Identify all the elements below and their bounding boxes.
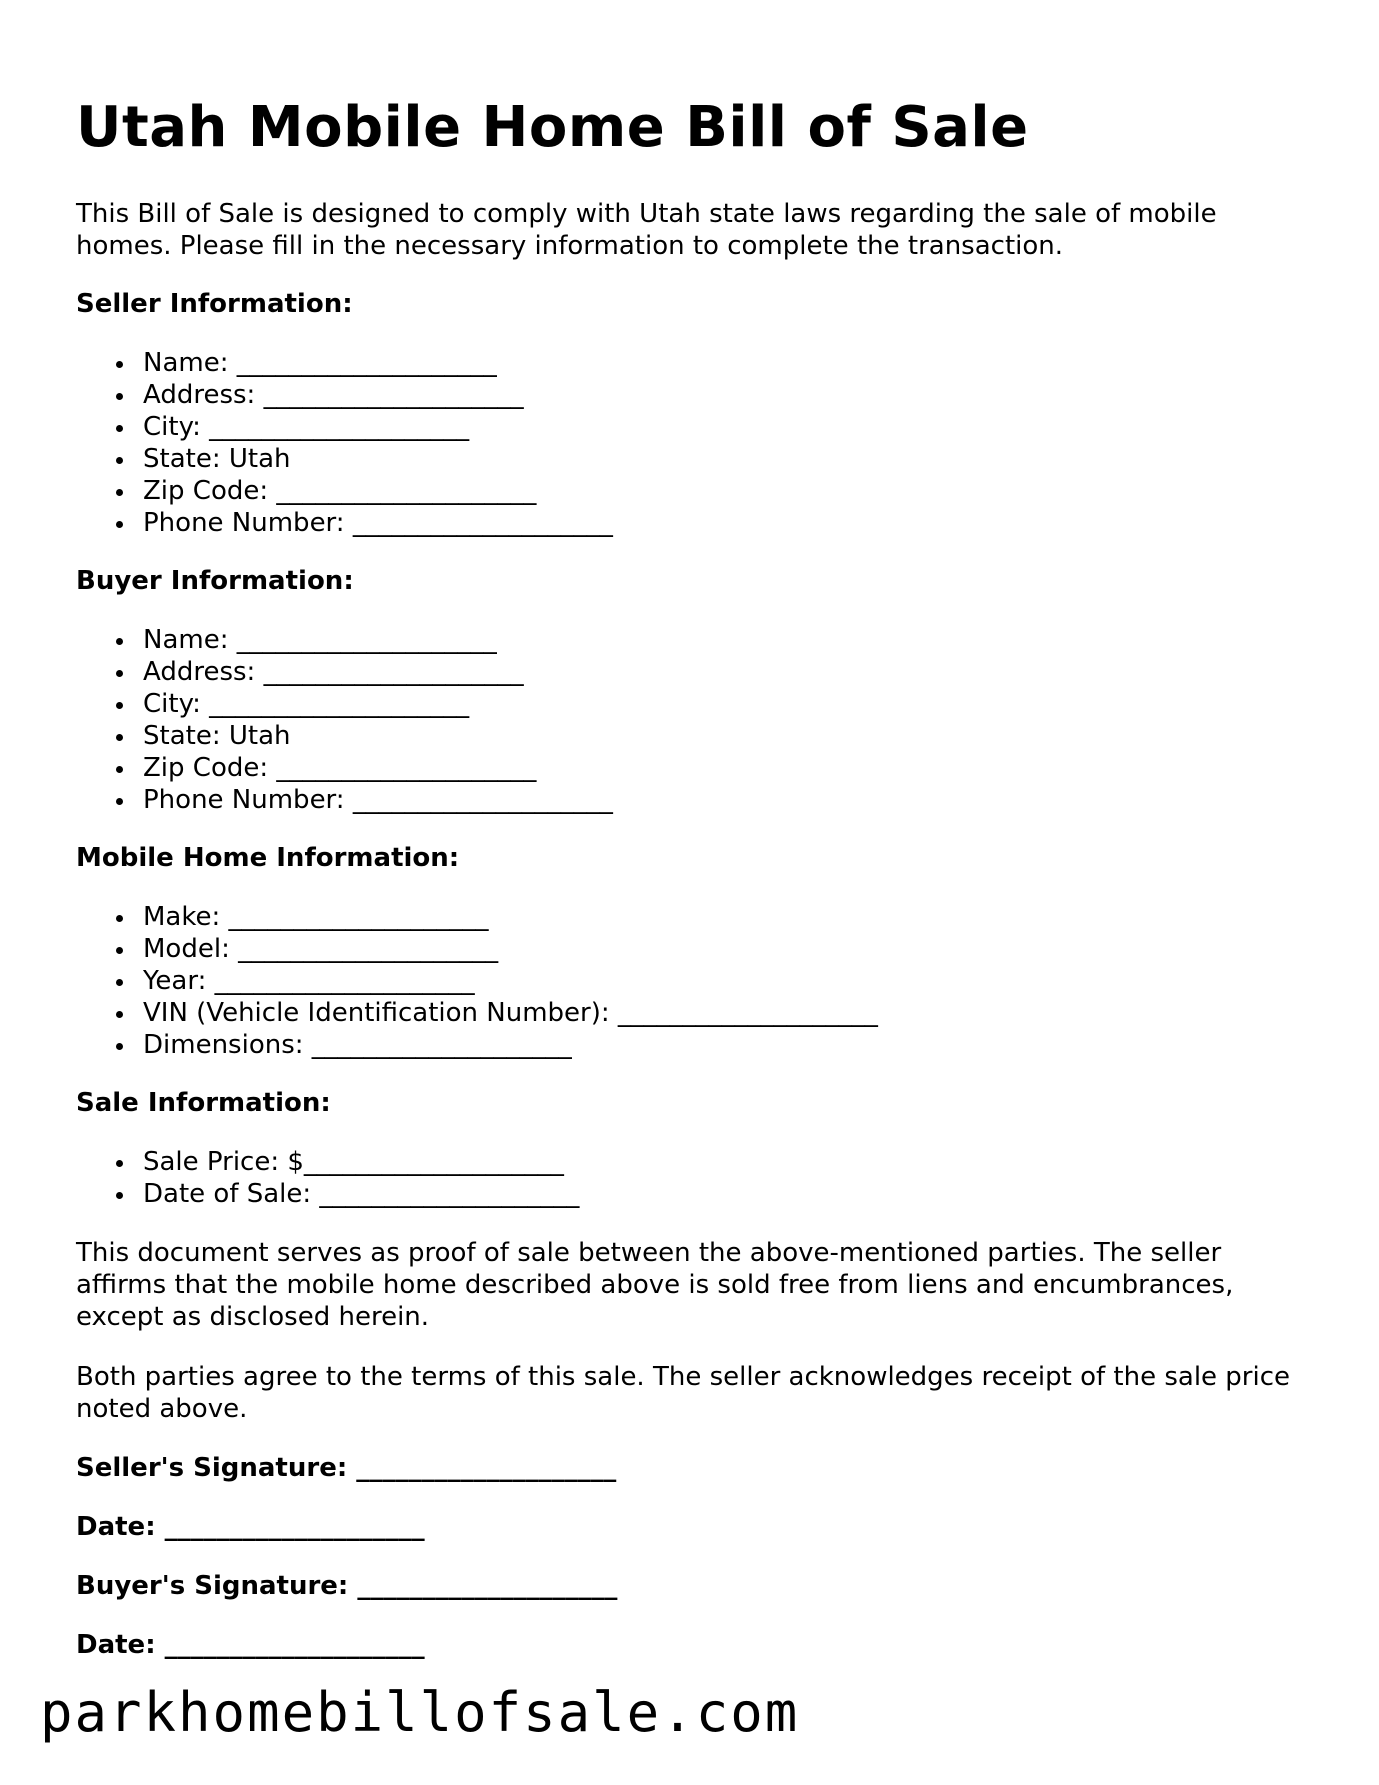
buyer-field-list [76,624,613,816]
buyer-name-field: Name: ____________________ [143,624,613,656]
seller-signature-line: Seller's Signature: ____________________ [76,1453,617,1483]
seller-field-list [76,347,613,539]
sale-field-list [76,1146,579,1210]
seller-city-field: City: ____________________ [143,411,613,443]
sale-section-heading: Sale Information: [76,1088,331,1118]
seller-state-field: State: Utah [143,443,613,475]
seller-date-line: Date: ____________________ [76,1512,425,1542]
document-title: Utah Mobile Home Bill of Sale [76,95,1029,160]
mobile-home-vin-field: VIN (Vehicle Identification Number): ____________________ [143,998,878,1028]
intro-paragraph: This Bill of Sale is designed to comply with Utah state laws regarding the sale of mobile homes. Please fill in the necessary information to complete the transaction. [76,199,1217,261]
mobile-home-make-field: Make: ____________________ [143,901,878,933]
buyer-section-heading: Buyer Information: [76,566,354,596]
seller-address-field: Address: ____________________ [143,379,613,411]
mobile-home-model-field: Model: ____________________ [143,933,878,965]
buyer-signature-line: Buyer's Signature: ____________________ [76,1571,618,1601]
seller-zip-field: Zip Code: ____________________ [143,475,613,507]
seller-name-field: Name: ____________________ [143,347,613,379]
buyer-address-field: Address: ____________________ [143,656,613,688]
buyer-zip-field: Zip Code: ____________________ [143,752,613,784]
mobile-home-year-field: Year: ____________________ [143,965,878,997]
sale-price-field: Sale Price: $____________________ [143,1146,579,1178]
buyer-phone-field: Phone Number: ____________________ [143,785,613,815]
buyer-city-field: City: ____________________ [143,688,613,720]
buyer-state-field: State: Utah [143,720,613,752]
mobile-home-dimensions-field: Dimensions: ____________________ [143,1029,878,1061]
seller-section-heading: Seller Information: [76,289,353,319]
seller-phone-field: Phone Number: ____________________ [143,508,613,538]
buyer-date-line: Date: ____________________ [76,1630,425,1660]
mobile-home-section-heading: Mobile Home Information: [76,843,460,873]
mobile-home-field-list [76,901,878,1061]
sale-date-field: Date of Sale: ____________________ [143,1179,580,1209]
agreement-paragraph: Both parties agree to the terms of this sale. The seller acknowledges receipt of the sale price noted above. [76,1362,1291,1424]
proof-of-sale-paragraph: This document serves as proof of sale between the above-mentioned parties. The seller affirms that the mobile home described above is sold free from liens and encumbrances, except as disclosed herein. [76,1238,1234,1332]
watermark-text: parkhomebillofsale.com [40,1681,800,1744]
